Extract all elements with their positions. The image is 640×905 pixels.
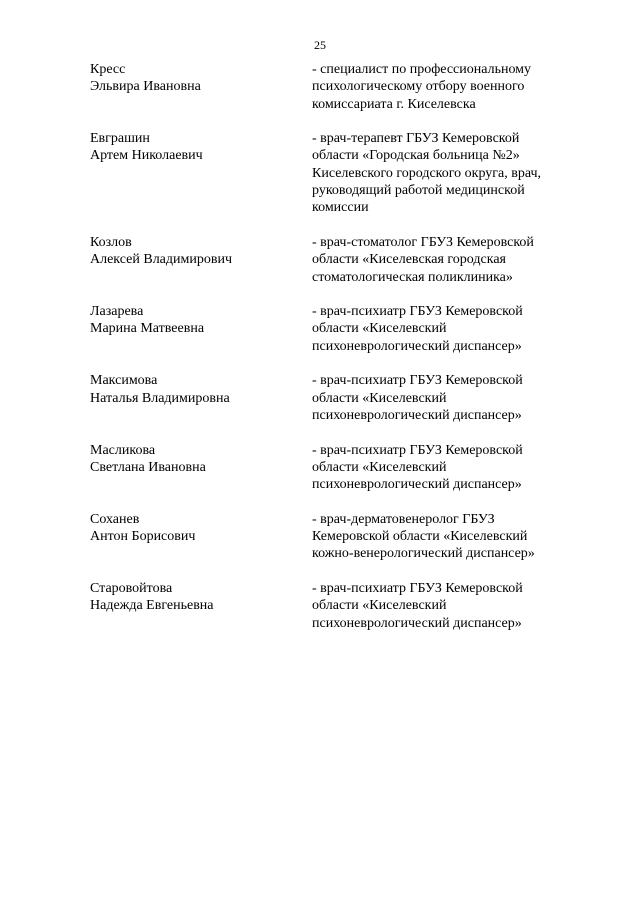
member-position bbox=[312, 303, 590, 355]
member-given-names: Светлана Ивановна bbox=[90, 459, 206, 475]
member-position-line: комиссии bbox=[312, 200, 369, 216]
page-number: 25 bbox=[314, 38, 326, 52]
member-name bbox=[90, 580, 312, 632]
member-position-line: психоневрологический диспансер» bbox=[312, 477, 522, 493]
member-position bbox=[312, 130, 590, 216]
member-name bbox=[90, 303, 312, 355]
member-surname: Козлов bbox=[90, 234, 132, 250]
member-given-names: Марина Матвеевна bbox=[90, 321, 205, 337]
member-entry bbox=[90, 61, 590, 113]
member-position-line: руководящий работой медицинской bbox=[312, 183, 525, 199]
member-position bbox=[312, 372, 590, 424]
member-position-line: стоматологическая поликлиника» bbox=[312, 269, 513, 285]
member-position bbox=[312, 61, 590, 113]
member-position-line: кожно-венерологический диспансер» bbox=[312, 546, 535, 562]
member-surname: Старовойтова bbox=[90, 580, 173, 596]
member-position-line: области «Киселевский bbox=[312, 598, 447, 614]
member-position-line: Киселевского городского округа, врач, bbox=[312, 165, 542, 181]
member-position-line: - специалист по профессиональному bbox=[312, 62, 532, 77]
member-name bbox=[90, 61, 312, 113]
member-position-line: области «Киселевский bbox=[312, 390, 447, 406]
member-position-line: области «Киселевский bbox=[312, 321, 447, 337]
member-position bbox=[312, 580, 590, 632]
member-entry bbox=[90, 234, 590, 286]
member-given-names: Надежда Евгеньевна bbox=[90, 598, 214, 614]
commission-member-list bbox=[90, 61, 590, 649]
member-position-line: психоневрологический диспансер» bbox=[312, 338, 522, 354]
member-name bbox=[90, 372, 312, 424]
member-surname: Соханев bbox=[90, 511, 140, 527]
member-position-line: области «Городская больница №2» bbox=[312, 148, 520, 164]
member-given-names: Алексей Владимирович bbox=[90, 252, 233, 268]
member-position-line: области «Киселевская городская bbox=[312, 252, 506, 268]
member-position bbox=[312, 234, 590, 286]
member-position bbox=[312, 442, 590, 494]
member-position-line: - врач-дерматовенеролог ГБУЗ bbox=[312, 511, 495, 527]
member-given-names: Наталья Владимировна bbox=[90, 390, 230, 406]
member-surname: Максимова bbox=[90, 373, 158, 389]
member-position-line: - врач-психиатр ГБУЗ Кемеровской bbox=[312, 304, 523, 320]
member-entry bbox=[90, 372, 590, 424]
member-position-line: Кемеровской области «Киселевский bbox=[312, 529, 528, 545]
member-position-line: психологическому отбору военного bbox=[312, 79, 525, 95]
member-position-line: - врач-стоматолог ГБУЗ Кемеровской bbox=[312, 234, 534, 250]
member-position-line: психоневрологический диспансер» bbox=[312, 615, 522, 631]
member-name bbox=[90, 442, 312, 494]
member-name bbox=[90, 234, 312, 286]
member-entry bbox=[90, 511, 590, 563]
member-given-names: Артем Николаевич bbox=[90, 148, 203, 164]
member-position-line: психоневрологический диспансер» bbox=[312, 407, 522, 423]
member-position bbox=[312, 511, 590, 563]
member-entry bbox=[90, 303, 590, 355]
member-name bbox=[90, 511, 312, 563]
member-surname: Масликова bbox=[90, 442, 156, 458]
member-name bbox=[90, 130, 312, 216]
member-entry bbox=[90, 580, 590, 632]
member-given-names: Антон Борисович bbox=[90, 529, 196, 545]
member-given-names: Эльвира Ивановна bbox=[90, 79, 201, 95]
member-surname: Лазарева bbox=[90, 304, 144, 320]
member-position-line: комиссариата г. Киселевска bbox=[312, 96, 476, 112]
member-position-line: области «Киселевский bbox=[312, 459, 447, 475]
member-surname: Евграшин bbox=[90, 131, 150, 147]
member-position-line: - врач-психиатр ГБУЗ Кемеровской bbox=[312, 442, 523, 458]
member-entry bbox=[90, 442, 590, 494]
member-position-line: - врач-терапевт ГБУЗ Кемеровской bbox=[312, 131, 520, 147]
member-position-line: - врач-психиатр ГБУЗ Кемеровской bbox=[312, 373, 523, 389]
member-position-line: - врач-психиатр ГБУЗ Кемеровской bbox=[312, 580, 523, 596]
member-surname: Кресс bbox=[90, 62, 126, 77]
member-entry bbox=[90, 130, 590, 216]
